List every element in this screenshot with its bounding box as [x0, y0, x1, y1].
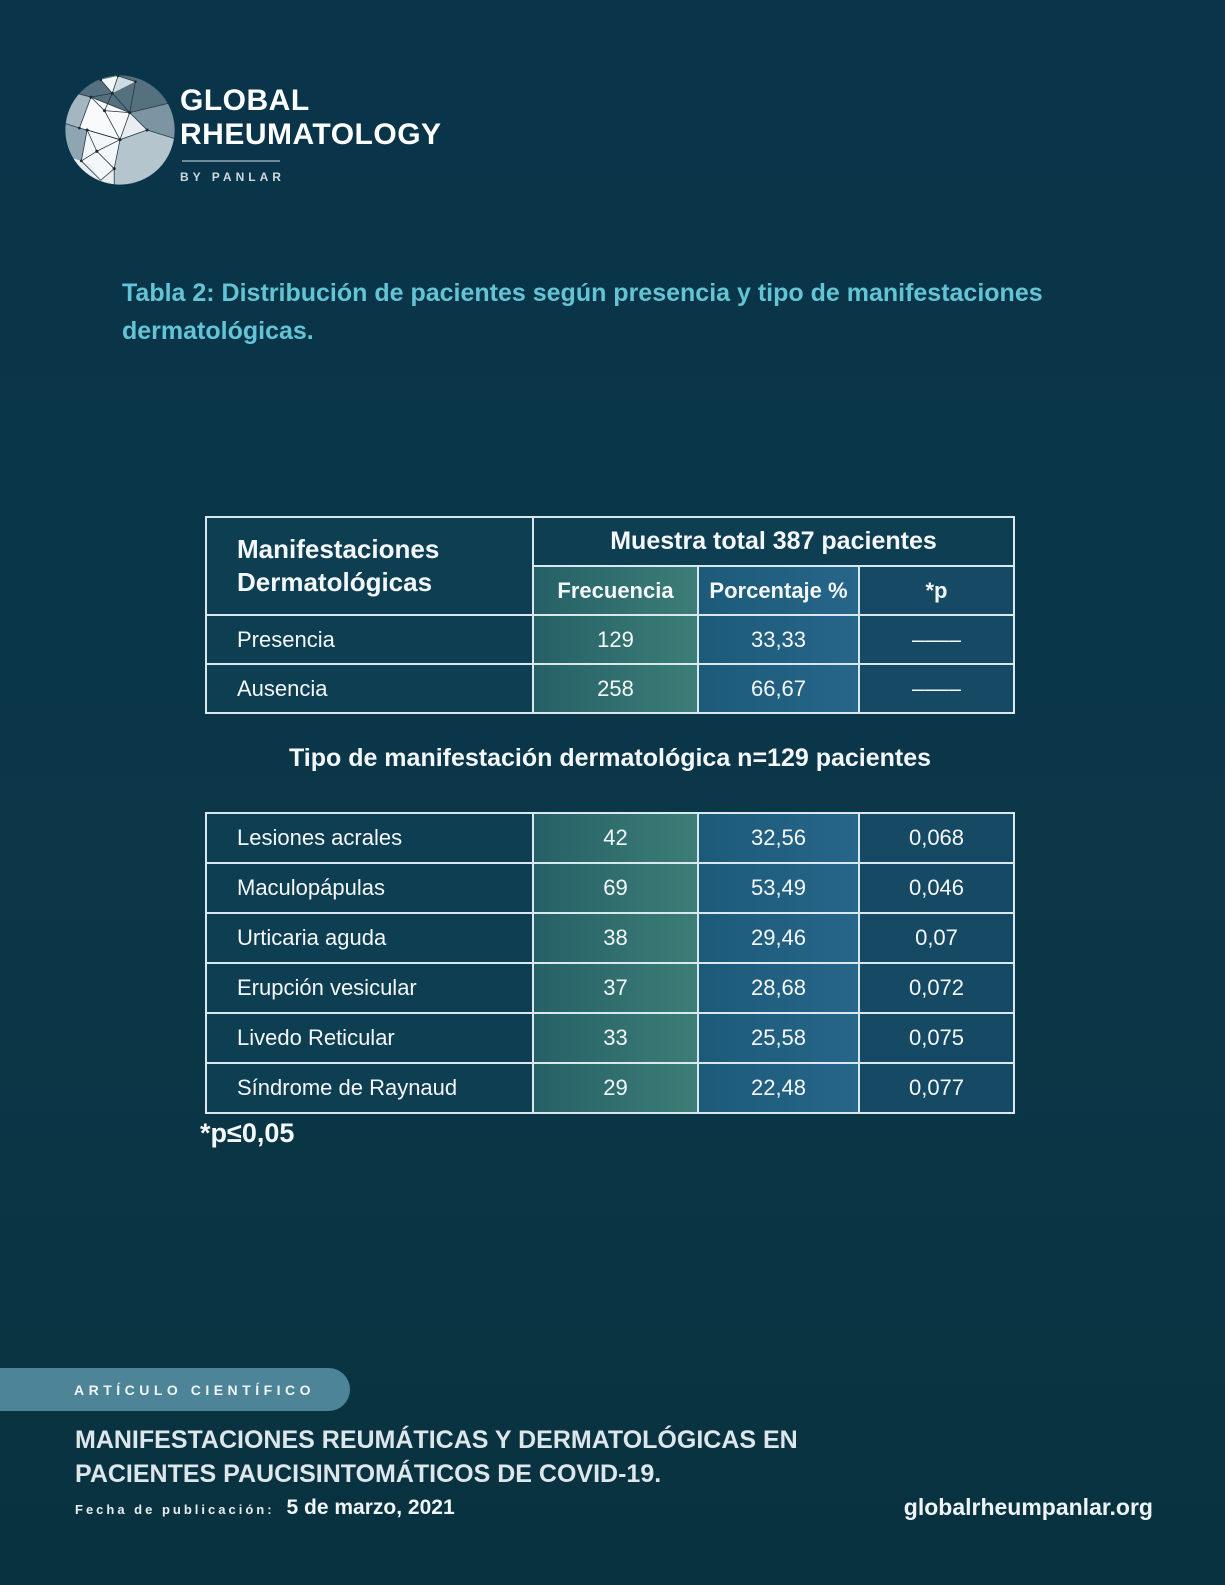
- p-value: ––––: [859, 615, 1014, 664]
- table1-col-frecuencia: Frecuencia: [533, 566, 698, 615]
- table-caption: Tabla 2: Distribución de pacientes según presencia y tipo de manifestaciones dermatológicas.: [122, 279, 1043, 345]
- table-row: [206, 813, 1014, 863]
- frecuencia-value: 129: [533, 615, 698, 664]
- p-value: 0,07: [859, 913, 1014, 963]
- table-row: [206, 1063, 1014, 1113]
- p-value: 0,046: [859, 863, 1014, 913]
- publication-date: [75, 1496, 455, 1520]
- logo-line2: RHEUMATOLOGY: [180, 118, 442, 151]
- p-value: 0,075: [859, 1013, 1014, 1063]
- row-label: Presencia: [206, 615, 533, 664]
- table1-col-porcentaje: Porcentaje %: [698, 566, 859, 615]
- table-row: [206, 1013, 1014, 1063]
- journal-website: globalrheumpanlar.org: [903, 1494, 1153, 1520]
- frecuencia-value: 37: [533, 963, 698, 1013]
- table1-group-header: Muestra total 387 pacientes: [533, 517, 1014, 566]
- porcentaje-value: 66,67: [698, 664, 859, 713]
- manifestation-type-heading: Tipo de manifestación dermatológica n=129 pacientes: [288, 744, 932, 772]
- table-manifestation-types: [205, 812, 1015, 1114]
- table1-col-p: *p: [859, 566, 1014, 615]
- frecuencia-value: 33: [533, 1013, 698, 1063]
- porcentaje-value: 33,33: [698, 615, 859, 664]
- frecuencia-value: 258: [533, 664, 698, 713]
- table-row: [206, 913, 1014, 963]
- frecuencia-value: 69: [533, 863, 698, 913]
- logo-divider: [182, 160, 280, 162]
- p-value: ––––: [859, 664, 1014, 713]
- porcentaje-value: 53,49: [698, 863, 859, 913]
- row-label: Urticaria aguda: [206, 913, 533, 963]
- table-row: [206, 615, 1014, 664]
- p-value: 0,072: [859, 963, 1014, 1013]
- frecuencia-value: 42: [533, 813, 698, 863]
- p-value: 0,068: [859, 813, 1014, 863]
- logo-line1: GLOBAL: [180, 84, 310, 117]
- porcentaje-value: 32,56: [698, 813, 859, 863]
- p-value: 0,077: [859, 1063, 1014, 1113]
- article-type-badge: ARTÍCULO CIENTÍFICO: [0, 1368, 350, 1411]
- globe-logo-icon: [62, 72, 178, 188]
- row-label: Lesiones acrales: [206, 813, 533, 863]
- row-label: Erupción vesicular: [206, 963, 533, 1013]
- table1-row-header: Manifestaciones Dermatológicas: [206, 517, 533, 615]
- porcentaje-value: 25,58: [698, 1013, 859, 1063]
- porcentaje-value: 22,48: [698, 1063, 859, 1113]
- logo-byline: BY PANLAR: [180, 170, 285, 184]
- porcentaje-value: 28,68: [698, 963, 859, 1013]
- table-row: [206, 963, 1014, 1013]
- logo-wordmark: [180, 84, 442, 184]
- porcentaje-value: 29,46: [698, 913, 859, 963]
- row-label: Síndrome de Raynaud: [206, 1063, 533, 1113]
- p-threshold-footnote: *p≤0,05: [200, 1118, 295, 1148]
- row-label: Maculopápulas: [206, 863, 533, 913]
- frecuencia-value: 29: [533, 1063, 698, 1113]
- frecuencia-value: 38: [533, 913, 698, 963]
- table-row: [206, 863, 1014, 913]
- table-presence-absence: [205, 516, 1015, 714]
- table-row: [206, 664, 1014, 713]
- row-label: Ausencia: [206, 664, 533, 713]
- article-title: MANIFESTACIONES REUMÁTICAS Y DERMATOLÓGICAS EN PACIENTES PAUCISINTOMÁTICOS DE COVID-19.: [75, 1426, 798, 1488]
- row-label: Livedo Reticular: [206, 1013, 533, 1063]
- publication-date-label: Fecha de publicación:: [75, 1502, 275, 1517]
- publication-date-value: 5 de marzo, 2021: [286, 1496, 455, 1519]
